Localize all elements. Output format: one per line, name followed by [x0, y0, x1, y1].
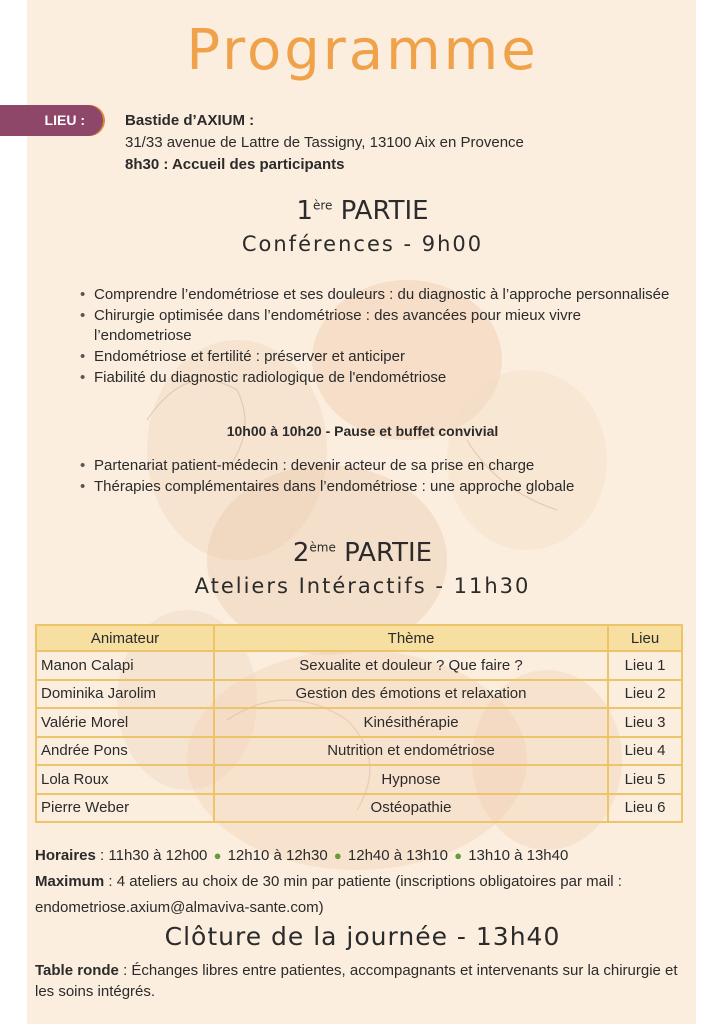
- part1-heading: [0, 196, 725, 226]
- schedule-block: [35, 843, 695, 921]
- cell-lieu: Lieu 4: [608, 737, 682, 766]
- part1-label: PARTIE: [340, 196, 429, 226]
- table-header-row: [36, 625, 682, 651]
- closing-title: Clôture de la journée - 13h40: [164, 922, 561, 951]
- dot-icon: ●: [333, 848, 342, 863]
- cell-theme: Nutrition et endométriose: [214, 737, 608, 766]
- pause-info: 10h00 à 10h20 - Pause et buffet convivial: [226, 423, 499, 439]
- maximum-text: : 4 ateliers au choix de 30 min par patiente (inscriptions obligatoires par mail :: [104, 873, 622, 890]
- maximum-label: Maximum: [35, 873, 105, 890]
- cell-lieu: Lieu 5: [608, 765, 682, 794]
- maximum-line: [35, 869, 695, 895]
- part2-number: 2: [292, 538, 310, 568]
- slot: 13h10 à 13h40: [468, 847, 569, 864]
- part2-subtitle: Ateliers Intéractifs - 11h30: [194, 574, 531, 598]
- part1-number: 1: [296, 196, 313, 226]
- table-row: [36, 651, 682, 680]
- venue-block: [125, 110, 524, 176]
- part2-heading: [0, 538, 725, 568]
- part2-ordinal: ème: [309, 540, 336, 555]
- horaires-label: Horaires: [35, 847, 96, 864]
- part1-ordinal: ère: [312, 198, 333, 213]
- cell-theme: Hypnose: [214, 765, 608, 794]
- table-row: [36, 680, 682, 709]
- dot-icon: ●: [454, 848, 463, 863]
- header-lieu: Lieu: [608, 625, 682, 651]
- table-row: [36, 708, 682, 737]
- welcome-time: 8h30 : Accueil des participants: [125, 156, 345, 173]
- table-ronde-text: : Échanges libres entre patientes, accompagnants et intervenants sur la chirurgie et les soins intégrés.: [35, 962, 678, 1000]
- header-animateur: Animateur: [36, 625, 214, 651]
- cell-lieu: Lieu 3: [608, 708, 682, 737]
- list-item: • Thérapies complémentaires dans l’endométriose : une approche globale: [78, 477, 678, 497]
- cell-animateur: Lola Roux: [36, 765, 214, 794]
- table-row: [36, 794, 682, 823]
- cell-animateur: Valérie Morel: [36, 708, 214, 737]
- list-item: • Comprendre l’endométriose et ses douleurs : du diagnostic à l’approche personnalisée: [78, 285, 678, 305]
- slot: 12h40 à 13h10: [347, 847, 449, 864]
- horaires-line: Horaires : 11h30 à 12h00 ● 12h10 à 12h30 ● 12h40 à 13h10 ● 13h10 à 13h40: [35, 847, 569, 864]
- cell-animateur: Andrée Pons: [36, 737, 214, 766]
- conference-list-after: [78, 456, 678, 498]
- cell-animateur: Pierre Weber: [36, 794, 214, 823]
- venue-name: Bastide d’AXIUM :: [125, 112, 255, 129]
- dot-icon: ●: [213, 848, 222, 863]
- cell-theme: Sexualite et douleur ? Que faire ?: [214, 651, 608, 680]
- cell-lieu: Lieu 1: [608, 651, 682, 680]
- conference-list: [78, 285, 678, 389]
- cell-animateur: Manon Calapi: [36, 651, 214, 680]
- slot: 11h30 à 12h00: [108, 847, 208, 864]
- table-row: [36, 737, 682, 766]
- lieu-badge: LIEU :: [0, 105, 103, 136]
- cell-theme: Gestion des émotions et relaxation: [214, 680, 608, 709]
- part2-label: PARTIE: [344, 538, 433, 568]
- page-title: Programme: [186, 18, 539, 83]
- cell-lieu: Lieu 2: [608, 680, 682, 709]
- venue-address: 31/33 avenue de Lattre de Tassigny, 13100 Aix en Provence: [125, 134, 524, 151]
- table-row: [36, 765, 682, 794]
- contact-email: endometriose.axium@almaviva-sante.com): [35, 899, 324, 916]
- list-item: • Fiabilité du diagnostic radiologique de l'endométriose: [78, 368, 678, 388]
- list-item: • Chirurgie optimisée dans l’endométriose : des avancées pour mieux vivre l’endometriose: [78, 306, 678, 346]
- workshops-table: [35, 624, 683, 823]
- list-item: • Partenariat patient-médecin : devenir acteur de sa prise en charge: [78, 456, 678, 476]
- table-ronde-label: Table ronde: [35, 962, 119, 979]
- part1-subtitle: Conférences - 9h00: [241, 232, 484, 256]
- cell-lieu: Lieu 6: [608, 794, 682, 823]
- cell-theme: Ostéopathie: [214, 794, 608, 823]
- table-ronde: [35, 960, 690, 1002]
- slot: 12h10 à 12h30: [227, 847, 328, 864]
- cell-animateur: Dominika Jarolim: [36, 680, 214, 709]
- header-theme: Thème: [214, 625, 608, 651]
- cell-theme: Kinésithérapie: [214, 708, 608, 737]
- list-item: • Endométriose et fertilité : préserver et anticiper: [78, 347, 678, 367]
